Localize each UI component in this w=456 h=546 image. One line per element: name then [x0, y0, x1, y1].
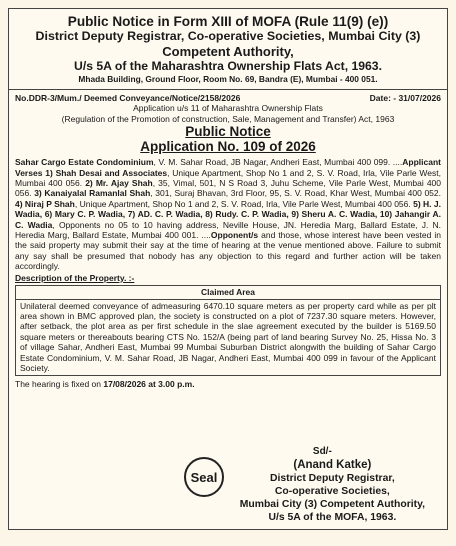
- applicant-address: , V. M. Sahar Road, JB Nagar, Andheri East, Mumbai 400 099. ....: [153, 157, 403, 168]
- application-number: Application No. 109 of 2026: [140, 139, 316, 155]
- hearing-prefix: The hearing is fixed on: [15, 379, 104, 390]
- notice-header: [9, 9, 447, 90]
- parties-paragraph: [15, 157, 441, 271]
- act-line: U/s 5A of the Maharashtra Ownership Flats Act, 1963.: [74, 59, 382, 73]
- reference-number: No.DDR-3/Mum./ Deemed Conveyance/Notice/2158/2026: [15, 93, 241, 103]
- public-notice-title: Public Notice: [185, 124, 271, 140]
- respondent-1-address: , Unique Apartment, Shop No 1 and 2, S. V. Road, Irla, Vile Parle West, Mumbai 400 056.: [15, 167, 441, 189]
- description-heading: Description of the Property. :-: [15, 272, 135, 283]
- applicant-label: Applicant Verses 1) Shah Desai and Associates: [15, 157, 441, 178]
- seal-text: Seal: [190, 469, 218, 485]
- signatory-title-2: Co-operative Societies,: [274, 486, 390, 497]
- respondent-2-name: 2) Mr. Ajay Shah: [85, 178, 153, 189]
- respondent-3-address: , 301, Suraj Bhavan, 3rd Floor, 95, S. V. Road, Khar West, Mumbai 400 052.: [150, 188, 441, 199]
- notice-date: Date: - 31/07/2026: [369, 93, 441, 103]
- opponents-label: Opponent/s: [210, 230, 259, 241]
- signature-sd: Sd/-: [312, 446, 332, 457]
- competent-authority: Competent Authority,: [162, 44, 294, 59]
- hearing-line: [15, 379, 441, 389]
- form-title: Public Notice in Form XIII of MOFA (Rule 11(9) (e)): [67, 14, 389, 29]
- claimed-area-text: Unilateral deemed conveyance of admeasuring 6470.10 square meters as per property card while as per plt area shown in BMC approved plan, the society is constructed on a plot of 7237.30 square meters. However, after setback, the plot area as per first schedule in the slae agreement executed by the builder is 5169.50 square meters or thereabouts bearing CTS No. 152/A (being part of land bearing Survey No. 25, Hissa No. 3 of village Sahar, Andheri East, Mumbai 99 Mumbai Suburban District alongwith the building of Sahar Cargo Estate Condominium, V. M. Sahar Road, JB Nagar, Andheri East, Mumbai 400 099 in favour of the Applicant Society.: [20, 300, 436, 373]
- respondents-5-10: 5) H. J. Wadia, 6) Mary C. P. Wadia, 7) AD. C. P. Wadia, 8) Rudy. C. P. Wadia, 9) Sheru A. C. Wadia, 10) Jahangir A. C. Wadia: [15, 198, 441, 230]
- signatory-title-1: District Deputy Registrar,: [269, 473, 395, 484]
- office-address: Mhada Building, Ground Floor, Room No. 69, Bandra (E), Mumbai - 400 051.: [78, 74, 378, 84]
- claimed-area-title: Claimed Area: [16, 286, 440, 299]
- respondent-4-name: 4) Niraj P Shah: [15, 198, 75, 209]
- hearing-datetime: 17/08/2026 at 3.00 p.m.: [103, 379, 195, 390]
- signatory-title-4: U/s 5A of the MOFA, 1963.: [268, 512, 397, 523]
- reference-row: [15, 93, 441, 103]
- signature-block: [240, 446, 425, 524]
- signatory-title-3: Mumbai City (3) Competent Authority,: [239, 499, 425, 510]
- regulation-line: (Regulation of the Promotion of construction, Sale, Management and Transfer) Act, 1963: [61, 113, 395, 124]
- authority-line: District Deputy Registrar, Co-operative Societies, Mumbai City (3): [35, 29, 421, 43]
- application-line: Application u/s 11 of Maharashtra Ownership Flats: [133, 103, 323, 114]
- respondent-3-name: 3) Kanaiyalal Ramanlal Shah: [34, 188, 151, 199]
- public-notice: [8, 8, 448, 530]
- notice-body: [9, 90, 447, 390]
- signatory-name: (Anand Katke): [293, 459, 372, 471]
- claimed-area-box: [15, 285, 441, 376]
- respondent-2-address: , 35, Vimal, 501, N S Road 3, Juhu Scheme, Vile Parle West, Mumbai 400 056.: [15, 178, 442, 199]
- respondent-4-address: , Unique Apartment, Shop No 1 and 2, S. V. Road, Irla, Vile Parle West, Mumbai 400 056.: [74, 198, 414, 209]
- notice-text: and those, whose interest have been vested in the said property may submit their say at the time of hearing at the venue mentioned above. Failure to submit any say shall be presumed that nobody has any objection to this regard and further action will be taken accordingly.: [15, 230, 441, 272]
- seal-stamp: [184, 457, 224, 497]
- respondents-5-10-address: , Opponents no 05 to 10 having address, Neville House, JN. Heredia Marg, Ballard Estate, J. N. Heredia Marg, Ballard Estate, Mumbai 400 001. ....: [15, 219, 441, 241]
- applicant-name: Sahar Cargo Estate Condominium: [15, 157, 154, 168]
